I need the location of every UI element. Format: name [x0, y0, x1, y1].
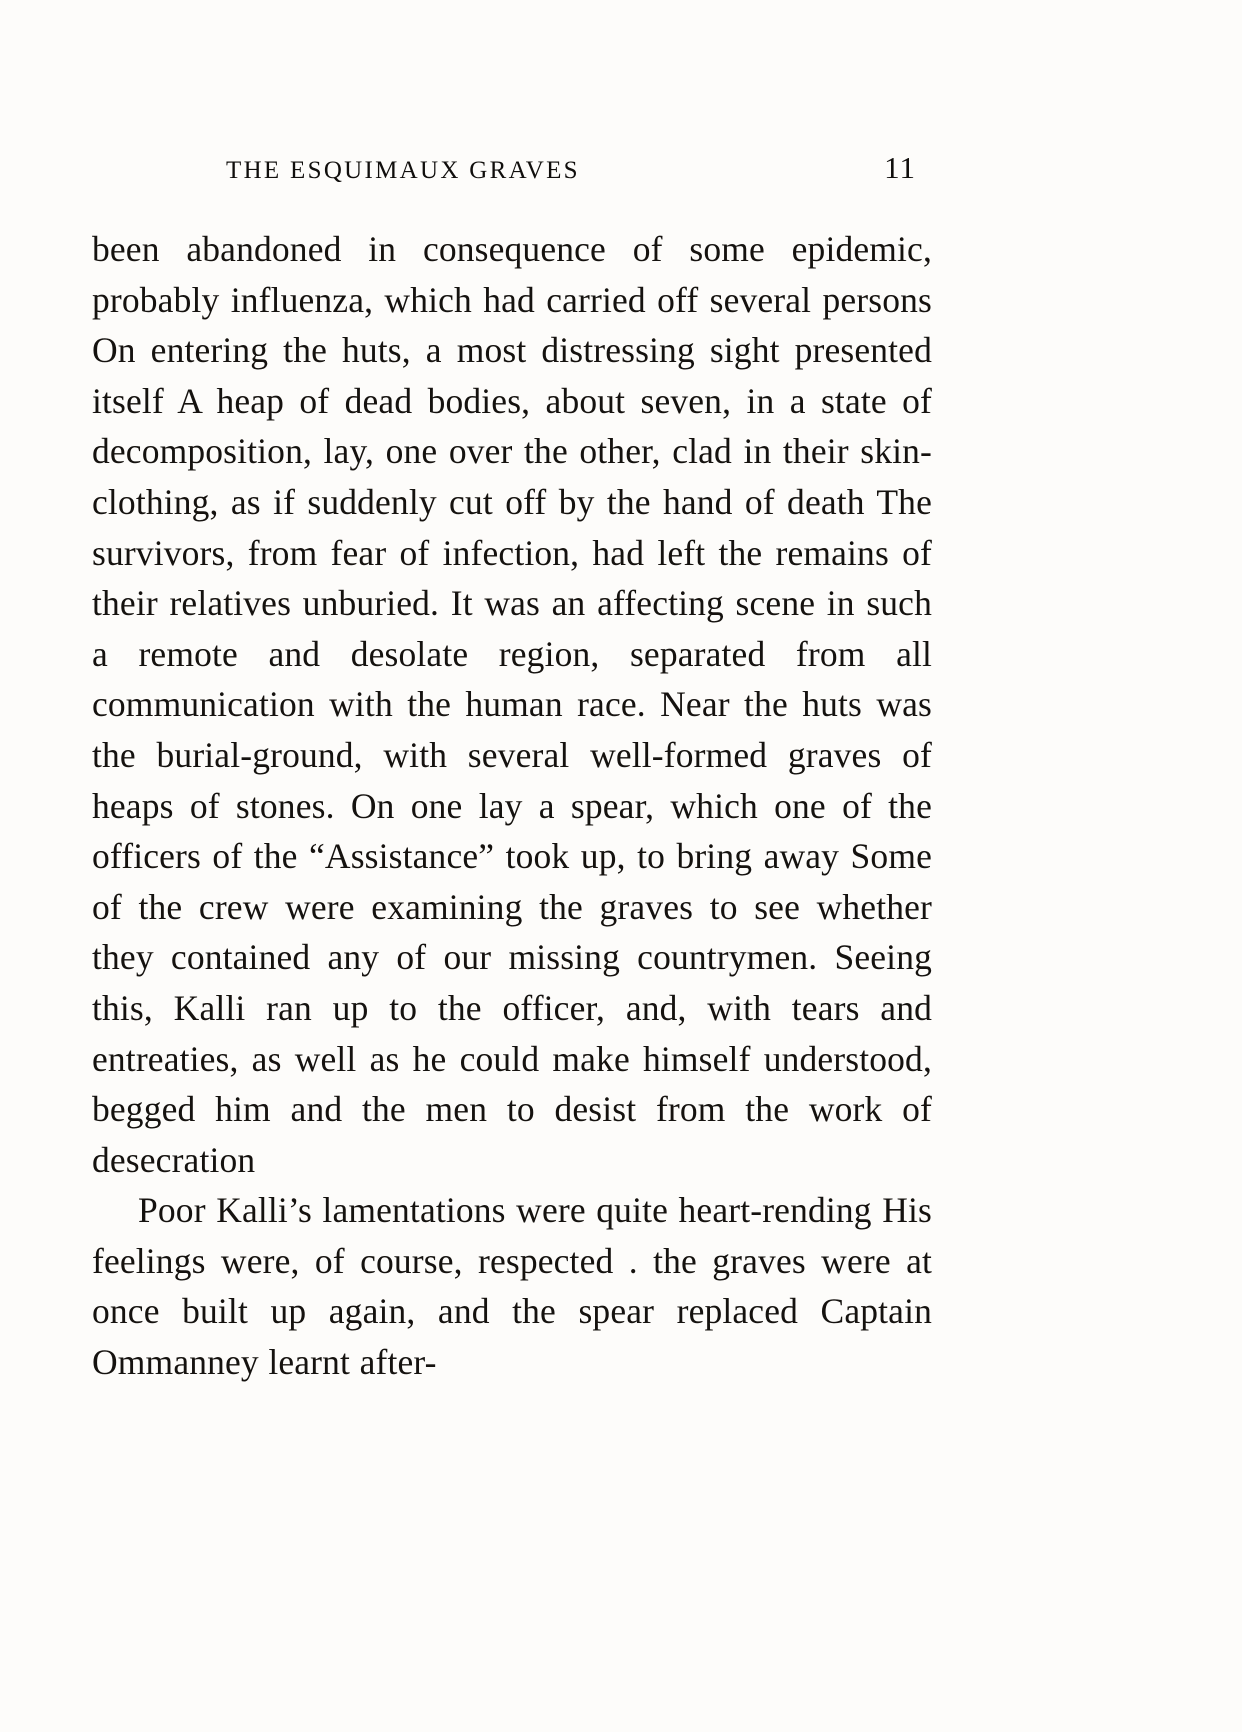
- paragraph-2: Poor Kalli’s lamentations were quite heart-rending His feelings were, of course, respected . the graves were at once built up again, and the spear replaced Captain Ommanney learnt after-: [92, 1190, 932, 1383]
- page-content: [92, 150, 932, 1388]
- body-text: [92, 224, 932, 1388]
- running-head: [92, 150, 932, 186]
- page-number: 11: [884, 150, 916, 185]
- running-head-title: THE ESQUIMAUX GRAVES: [226, 157, 580, 184]
- paragraph-1: been abandoned in consequence of some epidemic, probably influenza, which had carried off several persons On entering the huts, a most distressing sight presented itself A heap of dead bodies, about seven, in a state of decomposition, lay, one over the other, clad in their skin-clothing, as if suddenly cut off by the hand of death The survivors, from fear of infection, had left the remains of their relatives unburied. It was an affecting scene in such a remote and desolate region, separated from all communication with the human race. Near the huts was the burial-ground, with several well-formed graves of heaps of stones. On one lay a spear, which one of the officers of the “Assistance” took up, to bring away Some of the crew were examining the graves to see whether they contained any of our missing countrymen. Seeing this, Kalli ran up to the officer, and, with tears and entreaties, as well as he could make himself understood, begged him and the men to desist from the work of desecration: [92, 229, 932, 1180]
